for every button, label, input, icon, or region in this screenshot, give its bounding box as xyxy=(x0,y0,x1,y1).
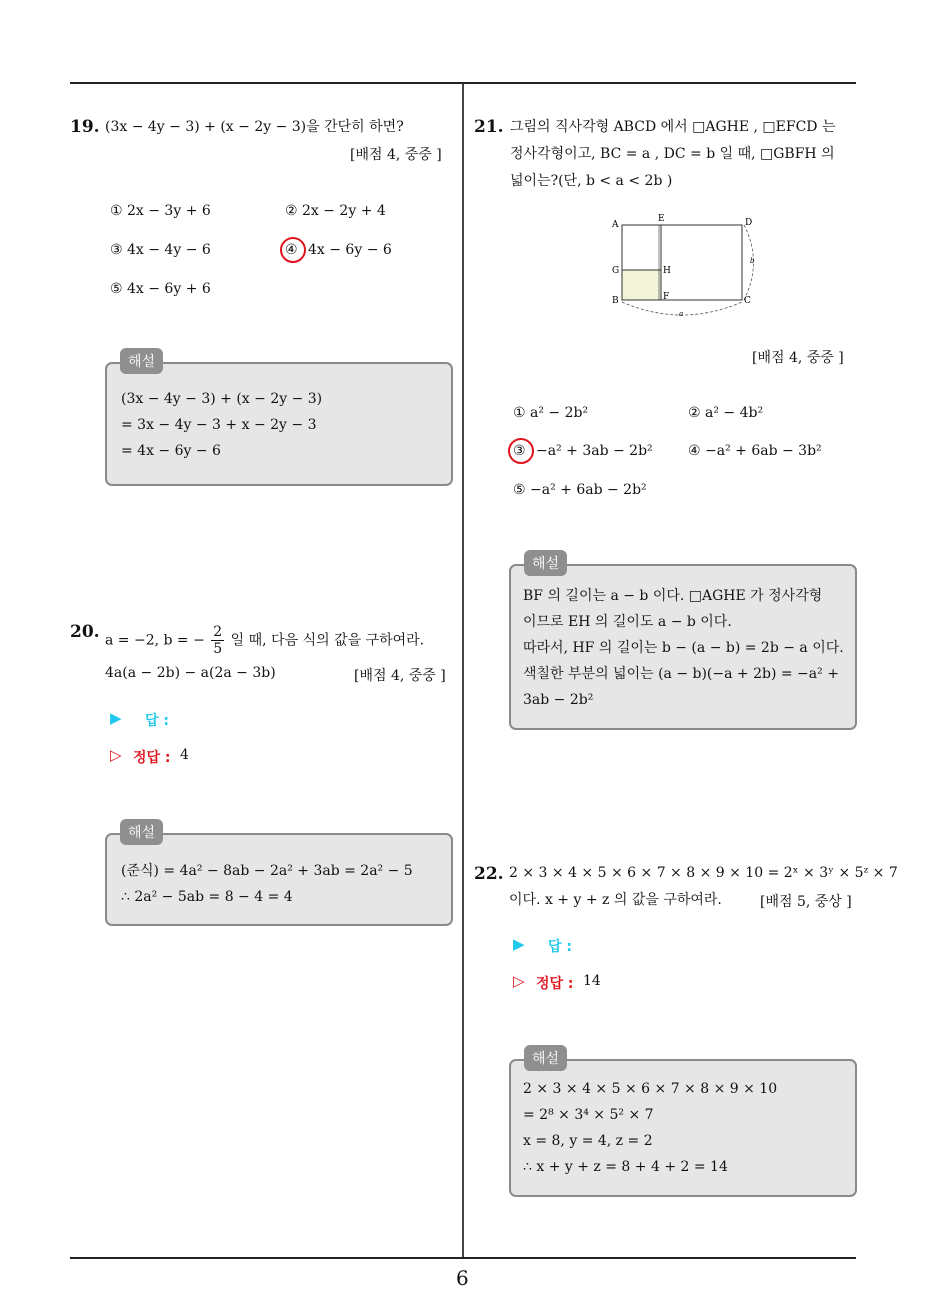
correct-triangle-icon: ▷ xyxy=(513,972,525,990)
solution-line: 2 × 3 × 4 × 5 × 6 × 7 × 8 × 9 × 10 xyxy=(523,1081,778,1097)
question-line: 넓이는?(단, b < a < 2b ) xyxy=(510,173,673,189)
question-number: 22. xyxy=(474,864,504,884)
score-difficulty: [배점 4, 중중 ] xyxy=(354,668,446,684)
choice-1[interactable]: ① 2x − 3y + 6 xyxy=(110,203,211,219)
question-text: (3x − 4y − 3) + (x − 2y − 3)을 간단히 하면? xyxy=(105,119,404,135)
question-number: 21. xyxy=(474,117,504,137)
correct-label: 정답 : xyxy=(133,750,171,766)
expression: 4a(a − 2b) − a(2a − 3b) xyxy=(105,665,276,681)
solution-box xyxy=(105,362,453,486)
question-line: 그림의 직사각형 ABCD 에서 □AGHE , □EFCD 는 xyxy=(510,119,836,135)
label-C: C xyxy=(744,296,751,306)
choice-4-marker[interactable]: ④ xyxy=(285,242,298,258)
correct-triangle-icon: ▷ xyxy=(110,746,122,764)
shaded-region xyxy=(622,270,661,300)
choice-4[interactable]: ④ −a² + 6ab − 3b² xyxy=(688,443,822,459)
solution-line: 3ab − 2b² xyxy=(523,692,594,708)
label-D: D xyxy=(745,218,753,228)
question-line: 이다. x + y + z 의 값을 구하여라. xyxy=(509,892,722,908)
choice-1[interactable]: ① a² − 2b² xyxy=(513,405,589,421)
solution-box xyxy=(105,833,453,926)
selected-answer-circle xyxy=(280,237,306,263)
score-difficulty: [배점 4, 중중 ] xyxy=(350,147,442,163)
fraction xyxy=(211,624,224,657)
answer-triangle-icon: ▶ xyxy=(513,935,525,953)
solution-line: = 2⁸ × 3⁴ × 5² × 7 xyxy=(523,1107,654,1123)
solution-tag: 해설 xyxy=(524,550,567,576)
solution-line: x = 8, y = 4, z = 2 xyxy=(523,1133,653,1149)
bottom-rule xyxy=(70,1257,856,1259)
page-number: 6 xyxy=(456,1266,469,1290)
solution-line: 이므로 EH 의 길이도 a − b 이다. xyxy=(523,614,732,630)
choice-5[interactable]: ⑤ −a² + 6ab − 2b² xyxy=(513,482,647,498)
choice-2[interactable]: ② a² − 4b² xyxy=(688,405,764,421)
correct-value: 4 xyxy=(180,747,189,763)
label-F: F xyxy=(663,292,670,302)
solution-line: 색칠한 부분의 넓이는 (a − b)(−a + 2b) = −a² + xyxy=(523,666,839,682)
fraction-denominator: 5 xyxy=(213,641,223,657)
solution-line: = 4x − 6y − 6 xyxy=(121,443,221,459)
selected-answer-circle xyxy=(508,438,534,464)
label-E: E xyxy=(658,214,665,224)
solution-line: 따라서, HF 의 길이는 b − (a − b) = 2b − a 이다. xyxy=(523,640,844,656)
solution-line: ∴ 2a² − 5ab = 8 − 4 = 4 xyxy=(121,889,293,905)
label-H: H xyxy=(663,266,671,276)
answer-label: 답 : xyxy=(145,713,169,729)
answer-label: 답 : xyxy=(548,939,572,955)
question-line: 정사각형이고, BC = a , DC = b 일 때, □GBFH 의 xyxy=(510,146,835,162)
label-a: a xyxy=(679,310,684,318)
correct-label: 정답 : xyxy=(536,976,574,992)
choice-4[interactable]: 4x − 6y − 6 xyxy=(308,242,392,258)
question-text-a: a = −2, b = − xyxy=(105,632,205,649)
solution-tag: 해설 xyxy=(120,348,163,374)
correct-value: 14 xyxy=(583,973,601,989)
score-difficulty: [배점 4, 중중 ] xyxy=(752,350,844,366)
column-divider xyxy=(462,84,464,1258)
solution-line: BF 의 길이는 a − b 이다. □AGHE 가 정사각형 xyxy=(523,588,823,604)
choice-5[interactable]: ⑤ 4x − 6y + 6 xyxy=(110,281,211,297)
solution-tag: 해설 xyxy=(524,1045,567,1071)
label-G: G xyxy=(612,266,620,276)
label-B: B xyxy=(612,296,619,306)
question-text xyxy=(105,624,424,657)
solution-box xyxy=(509,564,857,730)
answer-triangle-icon: ▶ xyxy=(110,709,122,727)
solution-line: = 3x − 4y − 3 + x − 2y − 3 xyxy=(121,417,317,433)
fraction-numerator: 2 xyxy=(213,624,223,640)
question-text xyxy=(510,114,835,195)
score-difficulty: [배점 5, 중상 ] xyxy=(760,894,852,910)
choice-3-marker[interactable]: ③ xyxy=(513,443,526,459)
question-number: 20. xyxy=(70,622,100,642)
question-number: 19. xyxy=(70,117,100,137)
solution-line: (3x − 4y − 3) + (x − 2y − 3) xyxy=(121,391,323,407)
solution-box xyxy=(509,1059,857,1197)
label-b: b xyxy=(750,257,755,265)
solution-line: ∴ x + y + z = 8 + 4 + 2 = 14 xyxy=(523,1159,728,1175)
question-text-b: 일 때, 다음 식의 값을 구하여라. xyxy=(230,632,425,649)
solution-tag: 해설 xyxy=(120,819,163,845)
question-line: 2 × 3 × 4 × 5 × 6 × 7 × 8 × 9 × 10 = 2ˣ × 3ʸ × 5ᶻ × 7 xyxy=(509,865,898,881)
label-A: A xyxy=(612,220,619,230)
choice-2[interactable]: ② 2x − 2y + 4 xyxy=(285,203,386,219)
choice-3[interactable]: −a² + 3ab − 2b² xyxy=(536,443,653,459)
solution-line: (준식) = 4a² − 8ab − 2a² + 3ab = 2a² − 5 xyxy=(121,863,413,879)
choice-3[interactable]: ③ 4x − 4y − 6 xyxy=(110,242,211,258)
rectangle-figure xyxy=(605,210,765,322)
